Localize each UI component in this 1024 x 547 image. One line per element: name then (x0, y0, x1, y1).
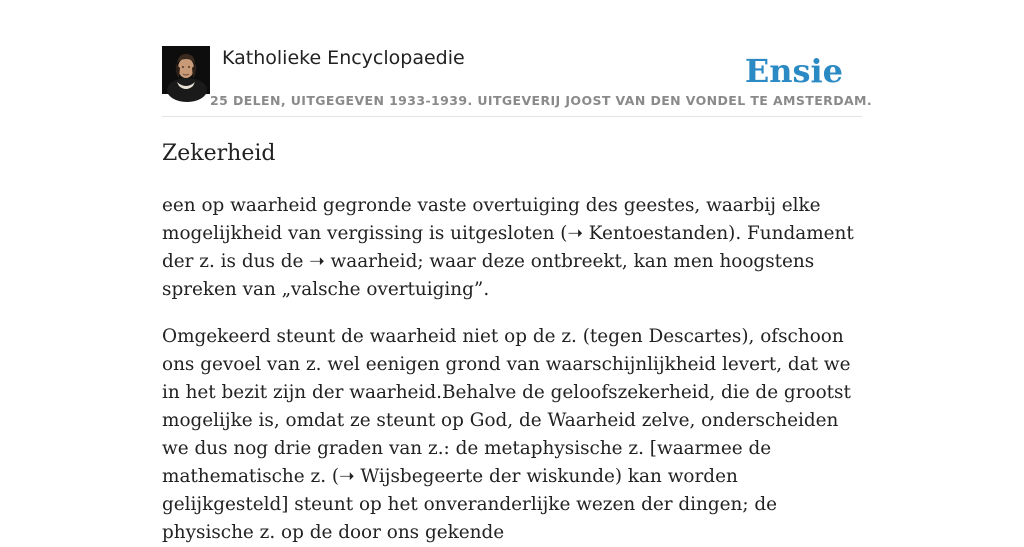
source-avatar[interactable] (162, 46, 210, 94)
source-header (162, 46, 873, 117)
article-paragraph: een op waarheid gegronde vaste overtuiging des geestes, waarbij elke mogelijkheid van vergissing is uitgesloten (➝ Kentoestanden). Fundament der z. is dus de ➝ waarheid; waar deze ontbreekt, kan men hoogstens spreken van „valsche overtuiging”. (162, 195, 854, 300)
article-paragraph: Omgekeerd steunt de waarheid niet op de z. (tegen Descartes), ofschoon ons gevoel van z. wel eenigen grond van waarschijnlijkheid levert, dat we in het bezit zijn der waarheid.Behalve de geloofszekerheid, die de grootst mogelijke is, omdat ze steunt op God, de Waarheid zelve, onderscheiden we dus nog drie graden van z.: de metaphysische z. [waarmee de mathematische z. (➝ Wijsbegeerte der wiskunde) kan worden gelijkgesteld] steunt op het onveranderlijke wezen der dingen; de physische z. op de door ons gekende (162, 326, 851, 543)
brand-logo-link[interactable]: Ensie (744, 52, 843, 90)
article (162, 138, 862, 547)
article-title: Zekerheid (162, 141, 276, 166)
source-meta: 25 DELEN, UITGEGEVEN 1933-1939. UITGEVERIJ JOOST VAN DEN VONDEL TE AMSTERDAM. (210, 93, 873, 108)
portrait-icon (162, 46, 210, 94)
source-title[interactable]: Katholieke Encyclopaedie (222, 47, 465, 69)
